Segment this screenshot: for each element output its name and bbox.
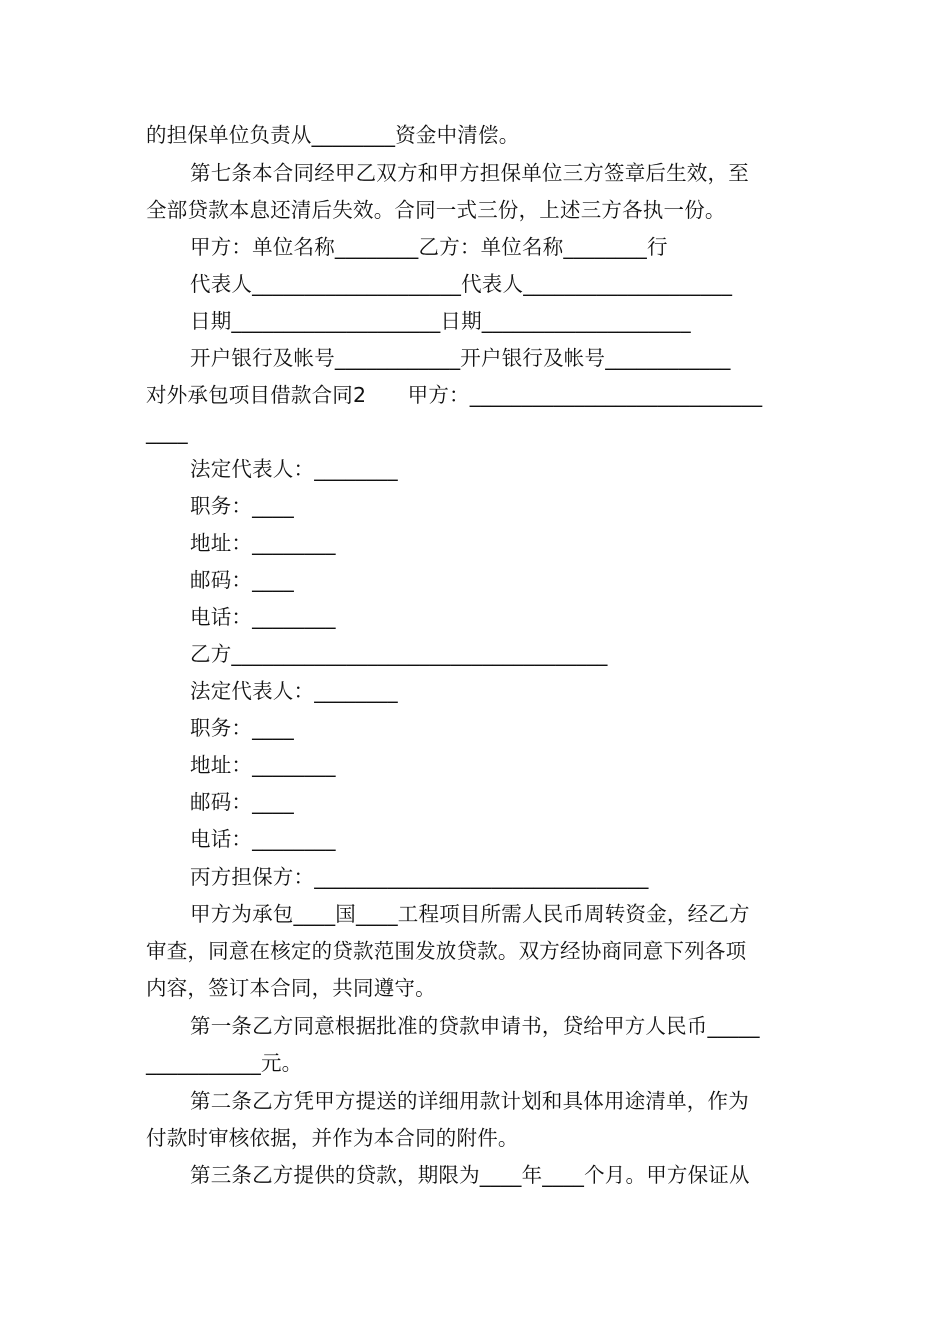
text-line: 甲方为承包____国____工程项目所需人民币周转资金，经乙方 [190,902,750,926]
text-line: 付款时审核依据，并作为本合同的附件。 [146,1126,519,1150]
text-line: 对外承包项目借款合同2 甲方：____________________________ [146,383,763,407]
text-line: ____ [146,420,188,444]
text-line: 地址：________ [190,531,336,555]
text-line: 邮码：____ [190,568,294,592]
text-line: 第三条乙方提供的贷款，期限为____年____个月。甲方保证从 [190,1163,750,1187]
text-line: 开户银行及帐号____________开户银行及帐号____________ [190,346,731,370]
text-line: 丙方担保方：________________________________ [190,865,649,889]
text-line: 第七条本合同经甲乙双方和甲方担保单位三方签章后生效，至 [190,161,749,185]
text-line: 法定代表人：________ [190,457,398,481]
text-line: 职务：____ [190,716,294,740]
text-line: 审查，同意在核定的贷款范围发放贷款。双方经协商同意下列各项 [146,939,747,963]
text-line: 日期____________________日期____________________ [190,309,691,333]
text-line: 甲方：单位名称________乙方：单位名称________行 [190,235,668,259]
text-line: 电话：________ [190,605,336,629]
text-line: 职务：____ [190,494,294,518]
text-line: 地址：________ [190,753,336,777]
text-line: 的担保单位负责从________资金中清偿。 [146,123,520,147]
text-line: 法定代表人：________ [190,679,398,703]
text-line: ___________元。 [146,1051,303,1075]
text-line: 第一条乙方同意根据批准的贷款申请书，贷给甲方人民币_____ [190,1014,760,1038]
text-line: 代表人____________________代表人____________________ [190,272,733,296]
text-line: 内容，签订本合同，共同遵守。 [146,976,436,1000]
text-line: 第二条乙方凭甲方提送的详细用款计划和具体用途清单，作为 [190,1089,749,1113]
text-line: 全部贷款本息还清后失效。合同一式三份，上述三方各执一份。 [146,198,726,222]
text-line: 乙方____________________________________ [190,642,608,666]
text-line: 邮码：____ [190,790,294,814]
text-line: 电话：________ [190,827,336,851]
